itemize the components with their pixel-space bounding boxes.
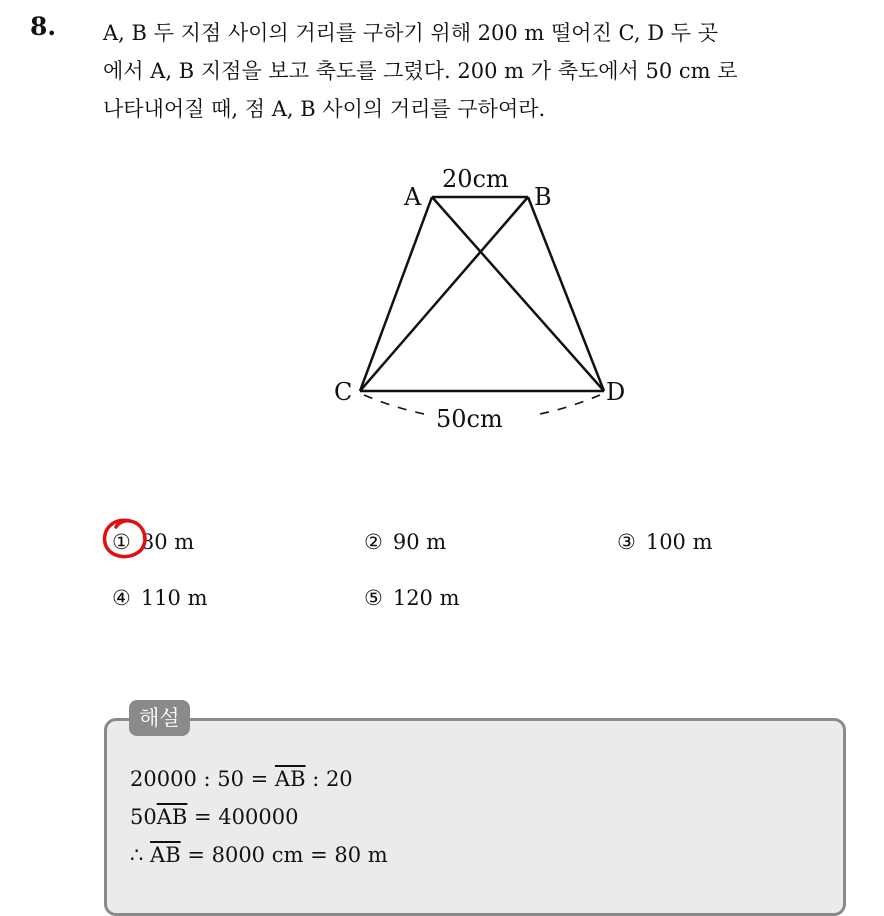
solution-line: ∴ $\overline{AB} = 8000$ cm = 80 m [130, 843, 388, 867]
choice-text: 100 m [645, 530, 713, 554]
choice-4[interactable] [112, 586, 208, 610]
overline-ab: $\overline{AB}$ [150, 843, 181, 867]
top-length-label: 20cm [442, 165, 509, 193]
solution-lines [130, 760, 388, 874]
choice-mark: ④ [112, 586, 131, 610]
label-d: D [606, 378, 626, 406]
question-line: 나타내어질 때, 점 A, B 사이의 거리를 구하여라. [103, 97, 546, 121]
choice-text: 110 m [140, 586, 208, 610]
choice-2[interactable] [364, 530, 446, 554]
answer-circle-mark [100, 515, 152, 565]
choice-3[interactable] [617, 530, 713, 554]
trapezoid-figure [320, 160, 640, 440]
label-b: B [534, 183, 552, 211]
choice-mark: ③ [617, 530, 636, 554]
overline-ab: $\overline{AB}$ [274, 767, 306, 791]
question-line: A, B 두 지점 사이의 거리를 구하기 위해 200 m 떨어진 C, D 두 곳 [103, 21, 718, 45]
segment-ad [432, 197, 604, 391]
choice-text: 120 m [392, 586, 460, 610]
choice-text: 90 m [392, 530, 447, 554]
question-number: 8. [30, 12, 57, 41]
bottom-length-label: 50cm [436, 405, 503, 433]
question-text [103, 14, 873, 128]
choice-mark: ② [364, 530, 383, 554]
choice-mark: ⑤ [364, 586, 383, 610]
label-c: C [334, 378, 353, 406]
choice-mark: ① [112, 530, 131, 554]
segment-bc [360, 197, 528, 391]
solution-line: $50\overline{AB} = 400000$ [130, 805, 299, 829]
choice-text: 80 m [140, 530, 195, 554]
solution-tab: 해설 [129, 700, 190, 736]
overline-ab: $\overline{AB}$ [156, 805, 188, 829]
label-a: A [404, 183, 422, 211]
segment-ac [360, 197, 432, 391]
question-line: 에서 A, B 지점을 보고 축도를 그렸다. 200 m 가 축도에서 50 cm 로 [103, 59, 738, 83]
segment-bd [528, 197, 604, 391]
choice-5[interactable] [364, 586, 460, 610]
solution-line: 20000 : $50 = \overline{AB}$ : 20 [130, 767, 353, 791]
